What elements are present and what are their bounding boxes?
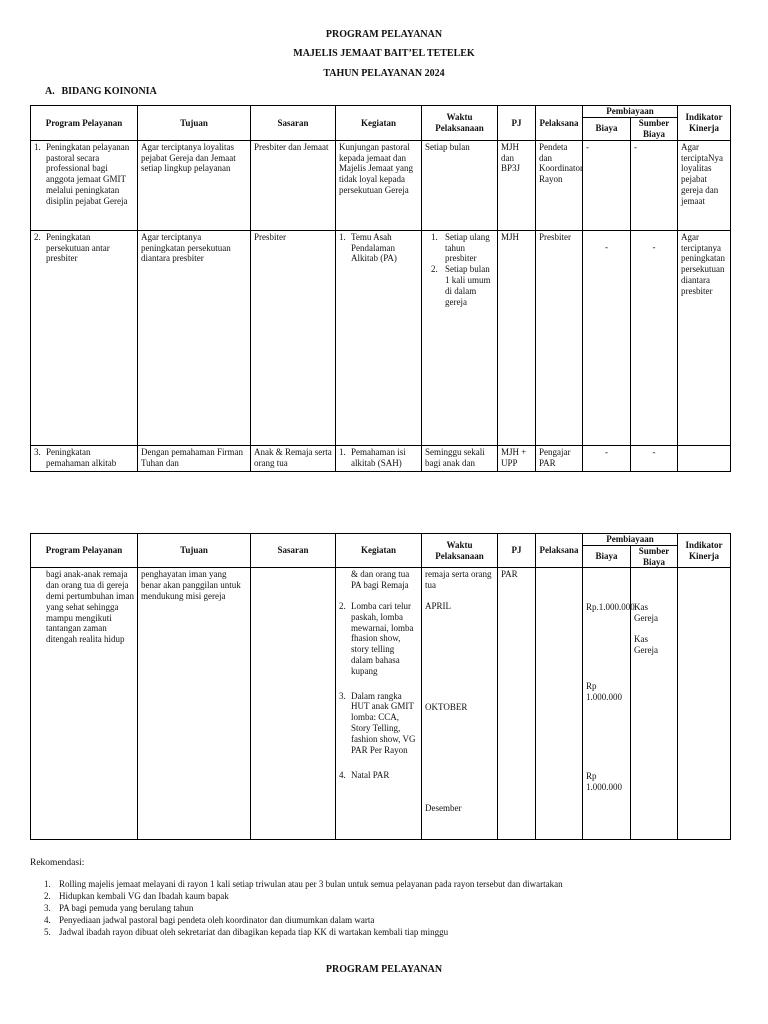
cell-indikator: Agar terciptanya peningkatan persekutuan diantara presbiter <box>678 230 731 445</box>
cell-program <box>31 445 138 471</box>
cell-kegiatan <box>336 445 422 471</box>
col-pj: PJ <box>498 534 536 568</box>
biaya-item: Rp 1.000.000 <box>586 770 622 792</box>
cell-indikator <box>678 445 731 471</box>
cell-tujuan: Agar terciptanya peningkatan persekutuan diantara presbiter <box>138 230 251 445</box>
col-pembiayaan: Pembiayaan <box>583 106 678 118</box>
cell-sasaran: Anak & Remaja serta orang tua <box>251 445 336 471</box>
cell-pj: MJH <box>498 230 536 445</box>
program-table-1 <box>30 105 731 472</box>
col-kegiatan: Kegiatan <box>336 534 422 568</box>
list-item: 3. PA bagi pemuda yang berulang tahun <box>44 903 194 913</box>
cell-sasaran: Presbiter <box>251 230 336 445</box>
cell-biaya: - <box>583 445 631 471</box>
kegiatan-text: Pemahaman isi alkitab (SAH) <box>351 446 406 468</box>
waktu-item: Desember <box>425 802 462 813</box>
next-page-title: PROGRAM PELAYANAN <box>325 964 443 975</box>
program-text: Peningkatan pelayanan pastoral secara professional bagi anggota jemaat GMIT melalui peningkatan disiplin pejabat Gereja <box>46 141 130 206</box>
col-biaya: Biaya <box>583 117 631 140</box>
cell-indikator: Agar terciptaNya loyalitas pejabat gereja dan jemaat <box>678 140 731 230</box>
cell-pelaksana: Pendeta dan Koordinator Rayon <box>536 140 583 230</box>
cell-kegiatan <box>336 568 422 840</box>
cell-biaya: - <box>583 230 631 445</box>
cell-program <box>31 230 138 445</box>
table-row <box>31 140 731 230</box>
cell-kegiatan: Kunjungan pastoral kepada jemaat dan Majelis Jemaat yang tidak loyal kepada persekutuan Gereja <box>336 140 422 230</box>
col-tujuan: Tujuan <box>138 106 251 141</box>
rekomendasi-list <box>44 878 563 938</box>
list-item: 1. Rolling majelis jemaat melayani di rayon 1 kali setiap triwulan atau per 3 bulan untuk semua pelayanan pada rayon tersebut dan diwartakan <box>44 879 563 889</box>
cell-pelaksana: Presbiter <box>536 230 583 445</box>
col-waktu: Waktu Pelaksanaan <box>422 106 498 141</box>
program-text: Peningkatan pemahaman alkitab <box>46 446 117 468</box>
cell-pj: MJH + UPP <box>498 445 536 471</box>
col-program: Program Pelayanan <box>31 534 138 568</box>
col-tujuan: Tujuan <box>138 534 251 568</box>
cell-kegiatan <box>336 230 422 445</box>
rekomendasi-title: Rekomendasi: <box>30 858 85 868</box>
program-text: Peningkatan persekutuan antar presbiter <box>46 231 110 264</box>
cell-program <box>31 140 138 230</box>
doc-title-2: MAJELIS JEMAAT BAIT’EL TETELEK <box>293 48 475 59</box>
col-sasaran: Sasaran <box>251 534 336 568</box>
cell-indikator <box>678 568 731 840</box>
biaya-item: Rp.1.000.000 <box>586 602 635 613</box>
cell-sasaran <box>251 568 336 840</box>
col-pj: PJ <box>498 106 536 141</box>
cell-biaya <box>583 568 635 840</box>
col-program: Program Pelayanan <box>31 106 138 141</box>
cell-pj: PAR <box>498 568 536 840</box>
waktu-item: APRIL <box>425 600 452 611</box>
col-indikator: Indikator Kinerja <box>678 534 731 568</box>
col-biaya: Biaya <box>583 545 631 568</box>
item-number: 1. <box>34 141 41 152</box>
cell-pj: MJH dan BP3J <box>498 140 536 230</box>
item-number: 1. <box>339 446 346 457</box>
table-row <box>31 230 731 445</box>
list-item: 2. Setiap bulan 1 kali umum di dalam gereja <box>431 264 491 307</box>
col-indikator: Indikator Kinerja <box>678 106 731 141</box>
col-pelaksana: Pelaksana <box>536 534 583 568</box>
doc-title-3: TAHUN PELAYANAN 2024 <box>323 68 445 79</box>
cell-sumber-biaya: - <box>631 445 678 471</box>
col-sumber-biaya: Sumber Biaya <box>631 545 678 568</box>
waktu-item: OKTOBER <box>425 701 468 712</box>
cell-waktu: Seminggu sekali bagi anak dan <box>422 445 498 471</box>
table-row <box>31 568 731 840</box>
cell-tujuan: penghayatan iman yang benar akan panggilan untuk mendukung misi gereja <box>138 568 251 840</box>
cell-tujuan: Dengan pemahaman Firman Tuhan dan <box>138 445 251 471</box>
col-pembiayaan: Pembiayaan <box>583 534 678 546</box>
biaya-item: Rp 1.000.000 <box>586 681 622 702</box>
cell-sumber-biaya: - <box>631 140 678 230</box>
col-sasaran: Sasaran <box>251 106 336 141</box>
cell-sumber-biaya <box>631 568 678 840</box>
waktu-continued: remaja serta orang tua <box>425 569 492 591</box>
list-item: 2. Hidupkan kembali VG dan Ibadah kaum bapak <box>44 891 229 901</box>
sumber-item: Kas Gereja <box>634 602 658 624</box>
col-pelaksana: Pelaksana <box>536 106 583 141</box>
section-title: BIDANG KOINONIA <box>61 86 157 97</box>
list-item: 1. Setiap ulang tahun presbiter <box>431 231 490 264</box>
section-heading <box>45 86 157 97</box>
cell-biaya: - <box>583 140 631 230</box>
cell-sasaran: Presbiter dan Jemaat <box>251 140 336 230</box>
col-kegiatan: Kegiatan <box>336 106 422 141</box>
program-table-2 <box>30 533 731 840</box>
item-number: 1. <box>339 231 346 242</box>
cell-waktu: Setiap bulan <box>422 140 498 230</box>
cell-program: bagi anak-anak remaja dan orang tua di gereja demi pertumbuhan iman yang sehat sehingga mampu mengikuti tantangan zaman ditengah realita hidup <box>31 568 138 840</box>
cell-tujuan: Agar terciptanya loyalitas pejabat Gereja dan Jemaat setiap lingkup pelayanan <box>138 140 251 230</box>
col-waktu: Waktu Pelaksanaan <box>422 534 498 568</box>
cell-waktu <box>422 230 498 445</box>
list-item: 4. Natal PAR <box>339 770 390 781</box>
item-number: 3. <box>34 446 41 457</box>
doc-title-1: PROGRAM PELAYANAN <box>325 29 443 40</box>
list-item: 2. Lomba cari telur paskah, lomba mewarnai, lomba fhasion show, story telling dalam bahasa kupang <box>339 600 414 676</box>
cell-sumber-biaya: - <box>631 230 678 445</box>
kegiatan-text: Temu Asah Pendalaman Alkitab (PA) <box>351 231 397 264</box>
list-item: 5. Jadwal ibadah rayon dibuat oleh sekretariat dan dibagikan kepada tiap KK di wartakan kembali tiap minggu <box>44 927 449 937</box>
list-item: 4. Penyediaan jadwal pastoral bagi pendeta oleh koordinator dan diumumkan dalam warta <box>44 915 375 925</box>
cell-pelaksana <box>536 568 583 840</box>
list-item: 3. Dalam rangka HUT anak GMIT lomba: CCA, Story Telling, fashion show, VG PAR Per Rayon <box>339 690 416 755</box>
col-sumber-biaya: Sumber Biaya <box>631 117 678 140</box>
cell-waktu <box>422 568 498 840</box>
kegiatan-continued: & dan orang tua PA bagi Remaja <box>351 569 410 591</box>
item-number: 2. <box>34 231 41 242</box>
table-row <box>31 445 731 471</box>
cell-pelaksana: Pengajar PAR <box>536 445 583 471</box>
section-number: A. <box>45 86 55 97</box>
sumber-item: Kas Gereja <box>634 633 658 655</box>
